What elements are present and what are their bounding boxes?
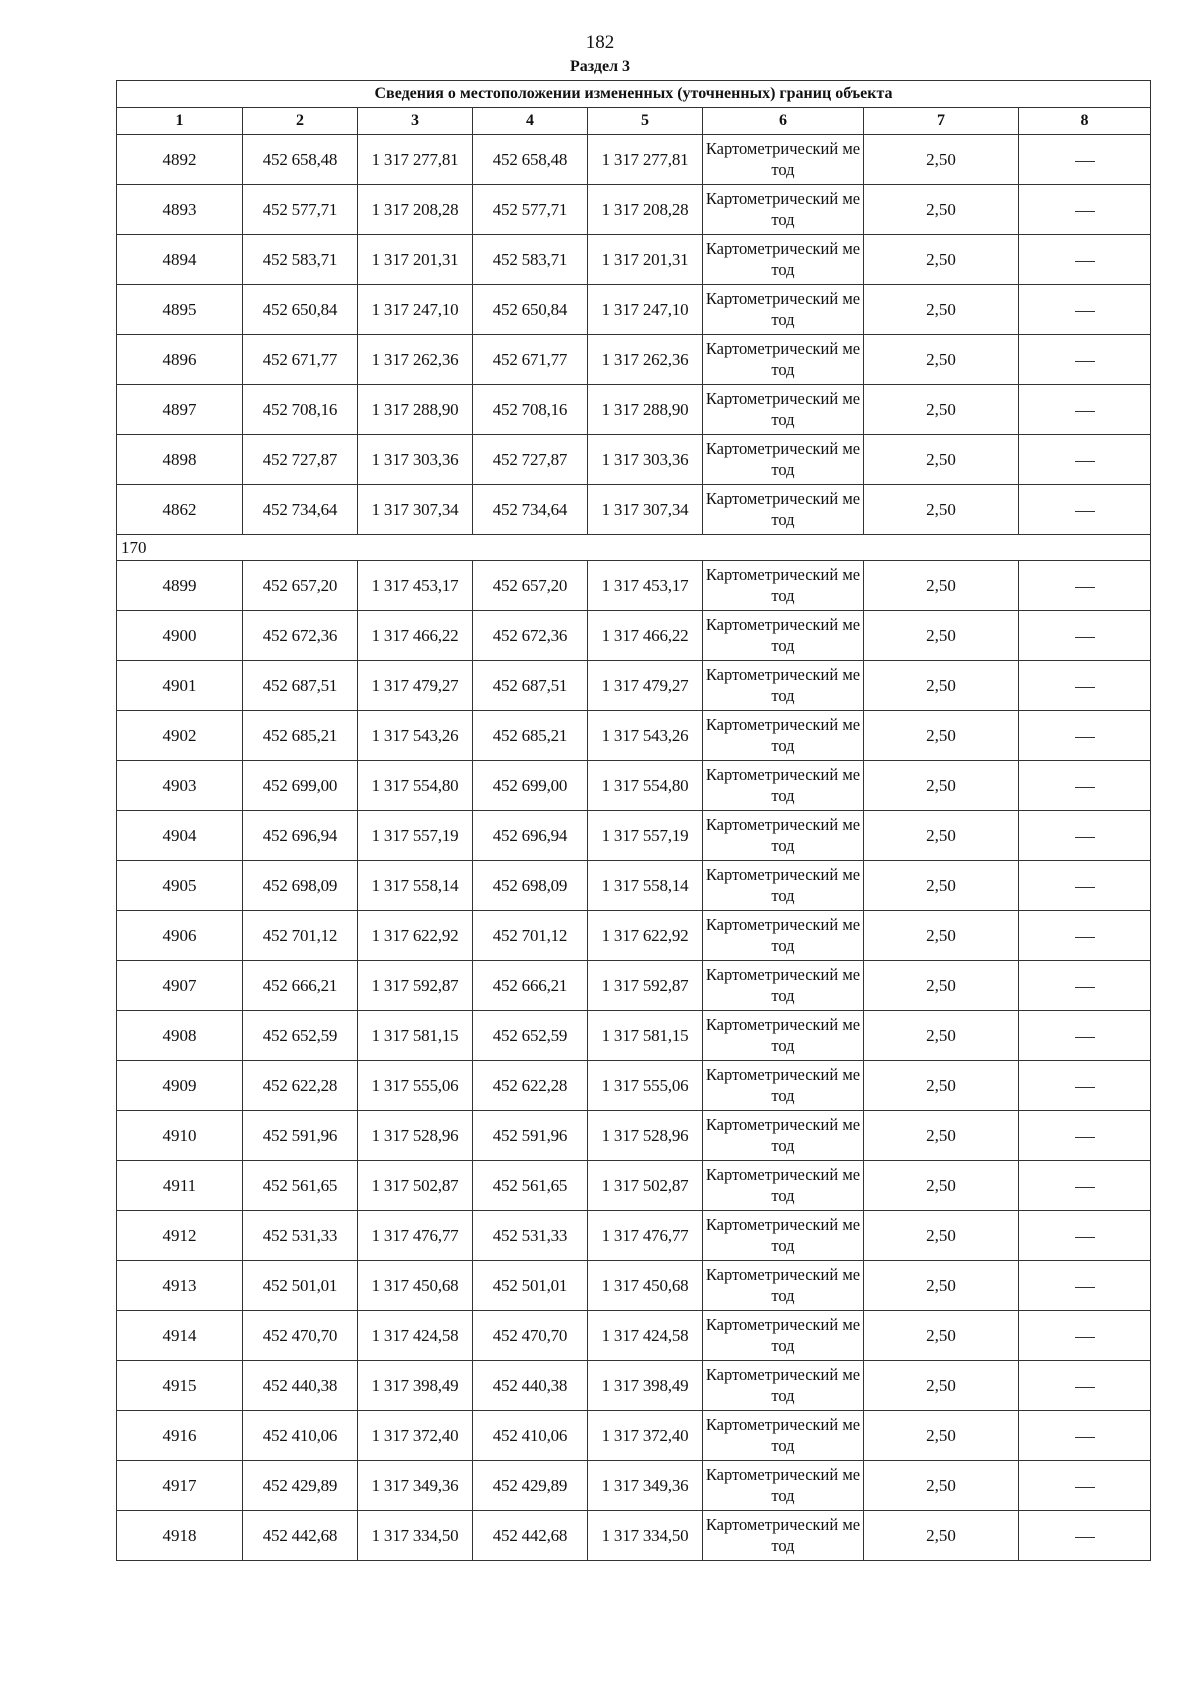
y-coordinate-cell: 1 317 555,06	[588, 1061, 703, 1111]
accuracy-cell: 2,50	[864, 1161, 1019, 1211]
note-cell	[1019, 661, 1151, 711]
y-coordinate-cell: 1 317 543,26	[358, 711, 473, 761]
table-row	[117, 285, 1151, 335]
x-coordinate-cell: 452 699,00	[243, 761, 358, 811]
point-number-cell: 4903	[117, 761, 243, 811]
dash-mark	[1075, 311, 1095, 312]
y-coordinate-cell: 1 317 372,40	[358, 1411, 473, 1461]
method-cell: Картометрический метод	[703, 135, 864, 185]
x-coordinate-cell: 452 583,71	[243, 235, 358, 285]
table-row	[117, 335, 1151, 385]
accuracy-cell: 2,50	[864, 711, 1019, 761]
dash-mark	[1075, 211, 1095, 212]
y-coordinate-cell: 1 317 334,50	[588, 1511, 703, 1561]
note-cell	[1019, 235, 1151, 285]
y-coordinate-cell: 1 317 277,81	[588, 135, 703, 185]
accuracy-cell: 2,50	[864, 185, 1019, 235]
method-cell: Картометрический метод	[703, 861, 864, 911]
x-coordinate-cell: 452 561,65	[243, 1161, 358, 1211]
table-row	[117, 1461, 1151, 1511]
dash-mark	[1075, 161, 1095, 162]
y-coordinate-cell: 1 317 247,10	[358, 285, 473, 335]
point-number-cell: 4909	[117, 1061, 243, 1111]
coordinates-table	[116, 80, 1151, 1561]
accuracy-cell: 2,50	[864, 1311, 1019, 1361]
x-coordinate-cell: 452 591,96	[473, 1111, 588, 1161]
group-label: 170	[117, 535, 1151, 561]
method-cell: Картометрический метод	[703, 1261, 864, 1311]
table-row	[117, 1411, 1151, 1461]
table-row	[117, 1511, 1151, 1561]
x-coordinate-cell: 452 442,68	[473, 1511, 588, 1561]
x-coordinate-cell: 452 698,09	[473, 861, 588, 911]
table-row	[117, 385, 1151, 435]
dash-mark	[1075, 987, 1095, 988]
y-coordinate-cell: 1 317 554,80	[588, 761, 703, 811]
table-row	[117, 961, 1151, 1011]
accuracy-cell: 2,50	[864, 285, 1019, 335]
note-cell	[1019, 185, 1151, 235]
x-coordinate-cell: 452 701,12	[473, 911, 588, 961]
point-number-cell: 4893	[117, 185, 243, 235]
y-coordinate-cell: 1 317 453,17	[358, 561, 473, 611]
x-coordinate-cell: 452 708,16	[473, 385, 588, 435]
note-cell	[1019, 1211, 1151, 1261]
x-coordinate-cell: 452 734,64	[473, 485, 588, 535]
table-row	[117, 711, 1151, 761]
column-number: 4	[473, 108, 588, 135]
x-coordinate-cell: 452 440,38	[243, 1361, 358, 1411]
method-cell: Картометрический метод	[703, 561, 864, 611]
y-coordinate-cell: 1 317 557,19	[588, 811, 703, 861]
y-coordinate-cell: 1 317 622,92	[588, 911, 703, 961]
y-coordinate-cell: 1 317 288,90	[358, 385, 473, 435]
y-coordinate-cell: 1 317 303,36	[588, 435, 703, 485]
x-coordinate-cell: 452 698,09	[243, 861, 358, 911]
point-number-cell: 4910	[117, 1111, 243, 1161]
x-coordinate-cell: 452 727,87	[473, 435, 588, 485]
dash-mark	[1075, 737, 1095, 738]
point-number-cell: 4912	[117, 1211, 243, 1261]
x-coordinate-cell: 452 442,68	[243, 1511, 358, 1561]
note-cell	[1019, 385, 1151, 435]
table-body	[117, 135, 1151, 1561]
y-coordinate-cell: 1 317 450,68	[358, 1261, 473, 1311]
accuracy-cell: 2,50	[864, 1111, 1019, 1161]
dash-mark	[1075, 511, 1095, 512]
x-coordinate-cell: 452 701,12	[243, 911, 358, 961]
dash-mark	[1075, 461, 1095, 462]
dash-mark	[1075, 1187, 1095, 1188]
y-coordinate-cell: 1 317 398,49	[358, 1361, 473, 1411]
note-cell	[1019, 1261, 1151, 1311]
accuracy-cell: 2,50	[864, 335, 1019, 385]
point-number-cell: 4917	[117, 1461, 243, 1511]
dash-mark	[1075, 787, 1095, 788]
dash-mark	[1075, 587, 1095, 588]
point-number-cell: 4907	[117, 961, 243, 1011]
y-coordinate-cell: 1 317 581,15	[588, 1011, 703, 1061]
dash-mark	[1075, 1337, 1095, 1338]
accuracy-cell: 2,50	[864, 861, 1019, 911]
dash-mark	[1075, 1537, 1095, 1538]
x-coordinate-cell: 452 652,59	[473, 1011, 588, 1061]
table-row	[117, 1311, 1151, 1361]
accuracy-cell: 2,50	[864, 1211, 1019, 1261]
method-cell: Картометрический метод	[703, 761, 864, 811]
point-number-cell: 4862	[117, 485, 243, 535]
x-coordinate-cell: 452 687,51	[473, 661, 588, 711]
method-cell: Картометрический метод	[703, 961, 864, 1011]
table-row	[117, 485, 1151, 535]
accuracy-cell: 2,50	[864, 661, 1019, 711]
y-coordinate-cell: 1 317 277,81	[358, 135, 473, 185]
dash-mark	[1075, 1237, 1095, 1238]
point-number-cell: 4904	[117, 811, 243, 861]
method-cell: Картометрический метод	[703, 811, 864, 861]
point-number-cell: 4900	[117, 611, 243, 661]
point-number-cell: 4896	[117, 335, 243, 385]
point-number-cell: 4898	[117, 435, 243, 485]
table-row	[117, 235, 1151, 285]
y-coordinate-cell: 1 317 476,77	[358, 1211, 473, 1261]
x-coordinate-cell: 452 658,48	[243, 135, 358, 185]
dash-mark	[1075, 887, 1095, 888]
column-number: 1	[117, 108, 243, 135]
x-coordinate-cell: 452 671,77	[243, 335, 358, 385]
accuracy-cell: 2,50	[864, 961, 1019, 1011]
table-row	[117, 811, 1151, 861]
x-coordinate-cell: 452 622,28	[473, 1061, 588, 1111]
column-number: 6	[703, 108, 864, 135]
x-coordinate-cell: 452 685,21	[473, 711, 588, 761]
x-coordinate-cell: 452 591,96	[243, 1111, 358, 1161]
method-cell: Картометрический метод	[703, 1511, 864, 1561]
x-coordinate-cell: 452 650,84	[473, 285, 588, 335]
point-number-cell: 4894	[117, 235, 243, 285]
dash-mark	[1075, 637, 1095, 638]
y-coordinate-cell: 1 317 479,27	[358, 661, 473, 711]
x-coordinate-cell: 452 531,33	[243, 1211, 358, 1261]
note-cell	[1019, 1411, 1151, 1461]
x-coordinate-cell: 452 699,00	[473, 761, 588, 811]
x-coordinate-cell: 452 577,71	[473, 185, 588, 235]
y-coordinate-cell: 1 317 502,87	[588, 1161, 703, 1211]
accuracy-cell: 2,50	[864, 811, 1019, 861]
y-coordinate-cell: 1 317 528,96	[358, 1111, 473, 1161]
note-cell	[1019, 485, 1151, 535]
method-cell: Картометрический метод	[703, 1411, 864, 1461]
point-number-cell: 4908	[117, 1011, 243, 1061]
point-number-cell: 4892	[117, 135, 243, 185]
table-row	[117, 1111, 1151, 1161]
accuracy-cell: 2,50	[864, 1261, 1019, 1311]
x-coordinate-cell: 452 696,94	[243, 811, 358, 861]
point-number-cell: 4899	[117, 561, 243, 611]
note-cell	[1019, 1361, 1151, 1411]
x-coordinate-cell: 452 650,84	[243, 285, 358, 335]
dash-mark	[1075, 361, 1095, 362]
point-number-cell: 4902	[117, 711, 243, 761]
x-coordinate-cell: 452 470,70	[243, 1311, 358, 1361]
note-cell	[1019, 1311, 1151, 1361]
y-coordinate-cell: 1 317 479,27	[588, 661, 703, 711]
method-cell: Картометрический метод	[703, 1211, 864, 1261]
table-row	[117, 1361, 1151, 1411]
y-coordinate-cell: 1 317 349,36	[358, 1461, 473, 1511]
table-row	[117, 761, 1151, 811]
x-coordinate-cell: 452 440,38	[473, 1361, 588, 1411]
y-coordinate-cell: 1 317 555,06	[358, 1061, 473, 1111]
method-cell: Картометрический метод	[703, 285, 864, 335]
note-cell	[1019, 861, 1151, 911]
accuracy-cell: 2,50	[864, 561, 1019, 611]
x-coordinate-cell: 452 622,28	[243, 1061, 358, 1111]
x-coordinate-cell: 452 658,48	[473, 135, 588, 185]
method-cell: Картометрический метод	[703, 485, 864, 535]
y-coordinate-cell: 1 317 372,40	[588, 1411, 703, 1461]
table-row	[117, 1261, 1151, 1311]
y-coordinate-cell: 1 317 262,36	[358, 335, 473, 385]
point-number-cell: 4897	[117, 385, 243, 435]
y-coordinate-cell: 1 317 476,77	[588, 1211, 703, 1261]
accuracy-cell: 2,50	[864, 1061, 1019, 1111]
table-row	[117, 1211, 1151, 1261]
y-coordinate-cell: 1 317 592,87	[588, 961, 703, 1011]
point-number-cell: 4895	[117, 285, 243, 335]
x-coordinate-cell: 452 727,87	[243, 435, 358, 485]
y-coordinate-cell: 1 317 528,96	[588, 1111, 703, 1161]
column-number: 5	[588, 108, 703, 135]
table-row	[117, 1011, 1151, 1061]
x-coordinate-cell: 452 657,20	[473, 561, 588, 611]
method-cell: Картометрический метод	[703, 1061, 864, 1111]
y-coordinate-cell: 1 317 247,10	[588, 285, 703, 335]
x-coordinate-cell: 452 561,65	[473, 1161, 588, 1211]
y-coordinate-cell: 1 317 262,36	[588, 335, 703, 385]
method-cell: Картометрический метод	[703, 185, 864, 235]
accuracy-cell: 2,50	[864, 1011, 1019, 1061]
y-coordinate-cell: 1 317 307,34	[588, 485, 703, 535]
y-coordinate-cell: 1 317 208,28	[588, 185, 703, 235]
y-coordinate-cell: 1 317 558,14	[588, 861, 703, 911]
group-label-row	[117, 535, 1151, 561]
y-coordinate-cell: 1 317 424,58	[358, 1311, 473, 1361]
method-cell: Картометрический метод	[703, 335, 864, 385]
point-number-cell: 4905	[117, 861, 243, 911]
column-number: 3	[358, 108, 473, 135]
note-cell	[1019, 285, 1151, 335]
section-title: Раздел 3	[569, 58, 631, 75]
x-coordinate-cell: 452 685,21	[243, 711, 358, 761]
y-coordinate-cell: 1 317 201,31	[358, 235, 473, 285]
note-cell	[1019, 1061, 1151, 1111]
table-row	[117, 1061, 1151, 1111]
dash-mark	[1075, 1037, 1095, 1038]
x-coordinate-cell: 452 696,94	[473, 811, 588, 861]
accuracy-cell: 2,50	[864, 135, 1019, 185]
dash-mark	[1075, 1437, 1095, 1438]
dash-mark	[1075, 837, 1095, 838]
x-coordinate-cell: 452 583,71	[473, 235, 588, 285]
method-cell: Картометрический метод	[703, 235, 864, 285]
accuracy-cell: 2,50	[864, 1461, 1019, 1511]
x-coordinate-cell: 452 734,64	[243, 485, 358, 535]
note-cell	[1019, 561, 1151, 611]
dash-mark	[1075, 937, 1095, 938]
table-row	[117, 861, 1151, 911]
x-coordinate-cell: 452 429,89	[473, 1461, 588, 1511]
y-coordinate-cell: 1 317 334,50	[358, 1511, 473, 1561]
point-number-cell: 4913	[117, 1261, 243, 1311]
method-cell: Картометрический метод	[703, 1311, 864, 1361]
x-coordinate-cell: 452 470,70	[473, 1311, 588, 1361]
x-coordinate-cell: 452 410,06	[473, 1411, 588, 1461]
y-coordinate-cell: 1 317 349,36	[588, 1461, 703, 1511]
accuracy-cell: 2,50	[864, 385, 1019, 435]
x-coordinate-cell: 452 708,16	[243, 385, 358, 435]
point-number-cell: 4914	[117, 1311, 243, 1361]
method-cell: Картометрический метод	[703, 1011, 864, 1061]
method-cell: Картометрический метод	[703, 661, 864, 711]
method-cell: Картометрический метод	[703, 1111, 864, 1161]
accuracy-cell: 2,50	[864, 611, 1019, 661]
point-number-cell: 4906	[117, 911, 243, 961]
note-cell	[1019, 335, 1151, 385]
column-number: 7	[864, 108, 1019, 135]
x-coordinate-cell: 452 531,33	[473, 1211, 588, 1261]
y-coordinate-cell: 1 317 307,34	[358, 485, 473, 535]
table-caption: Сведения о местоположении измененных (уточненных) границ объекта	[117, 81, 1151, 108]
method-cell: Картометрический метод	[703, 1361, 864, 1411]
x-coordinate-cell: 452 671,77	[473, 335, 588, 385]
y-coordinate-cell: 1 317 424,58	[588, 1311, 703, 1361]
y-coordinate-cell: 1 317 303,36	[358, 435, 473, 485]
note-cell	[1019, 761, 1151, 811]
x-coordinate-cell: 452 672,36	[243, 611, 358, 661]
note-cell	[1019, 911, 1151, 961]
x-coordinate-cell: 452 657,20	[243, 561, 358, 611]
method-cell: Картометрический метод	[703, 1461, 864, 1511]
method-cell: Картометрический метод	[703, 1161, 864, 1211]
page-number: 182	[585, 32, 615, 53]
y-coordinate-cell: 1 317 558,14	[358, 861, 473, 911]
y-coordinate-cell: 1 317 502,87	[358, 1161, 473, 1211]
point-number-cell: 4901	[117, 661, 243, 711]
y-coordinate-cell: 1 317 554,80	[358, 761, 473, 811]
column-number: 2	[243, 108, 358, 135]
y-coordinate-cell: 1 317 557,19	[358, 811, 473, 861]
accuracy-cell: 2,50	[864, 761, 1019, 811]
method-cell: Картометрический метод	[703, 911, 864, 961]
note-cell	[1019, 811, 1151, 861]
point-number-cell: 4916	[117, 1411, 243, 1461]
note-cell	[1019, 435, 1151, 485]
column-number: 8	[1019, 108, 1151, 135]
dash-mark	[1075, 1487, 1095, 1488]
point-number-cell: 4911	[117, 1161, 243, 1211]
table-row	[117, 435, 1151, 485]
method-cell: Картометрический метод	[703, 435, 864, 485]
x-coordinate-cell: 452 410,06	[243, 1411, 358, 1461]
dash-mark	[1075, 687, 1095, 688]
x-coordinate-cell: 452 501,01	[473, 1261, 588, 1311]
x-coordinate-cell: 452 652,59	[243, 1011, 358, 1061]
note-cell	[1019, 1011, 1151, 1061]
x-coordinate-cell: 452 666,21	[473, 961, 588, 1011]
note-cell	[1019, 1511, 1151, 1561]
x-coordinate-cell: 452 501,01	[243, 1261, 358, 1311]
note-cell	[1019, 1461, 1151, 1511]
table-row	[117, 561, 1151, 611]
accuracy-cell: 2,50	[864, 485, 1019, 535]
dash-mark	[1075, 411, 1095, 412]
accuracy-cell: 2,50	[864, 1361, 1019, 1411]
y-coordinate-cell: 1 317 208,28	[358, 185, 473, 235]
table-row	[117, 185, 1151, 235]
method-cell: Картометрический метод	[703, 711, 864, 761]
table-row	[117, 611, 1151, 661]
note-cell	[1019, 135, 1151, 185]
x-coordinate-cell: 452 577,71	[243, 185, 358, 235]
dash-mark	[1075, 1387, 1095, 1388]
accuracy-cell: 2,50	[864, 235, 1019, 285]
method-cell: Картометрический метод	[703, 385, 864, 435]
point-number-cell: 4915	[117, 1361, 243, 1411]
y-coordinate-cell: 1 317 543,26	[588, 711, 703, 761]
y-coordinate-cell: 1 317 466,22	[588, 611, 703, 661]
dash-mark	[1075, 1287, 1095, 1288]
dash-mark	[1075, 261, 1095, 262]
note-cell	[1019, 611, 1151, 661]
accuracy-cell: 2,50	[864, 1411, 1019, 1461]
x-coordinate-cell: 452 672,36	[473, 611, 588, 661]
y-coordinate-cell: 1 317 450,68	[588, 1261, 703, 1311]
y-coordinate-cell: 1 317 398,49	[588, 1361, 703, 1411]
y-coordinate-cell: 1 317 453,17	[588, 561, 703, 611]
table-row	[117, 135, 1151, 185]
dash-mark	[1075, 1137, 1095, 1138]
note-cell	[1019, 961, 1151, 1011]
accuracy-cell: 2,50	[864, 435, 1019, 485]
accuracy-cell: 2,50	[864, 1511, 1019, 1561]
table-row	[117, 911, 1151, 961]
method-cell: Картометрический метод	[703, 611, 864, 661]
y-coordinate-cell: 1 317 466,22	[358, 611, 473, 661]
note-cell	[1019, 1161, 1151, 1211]
point-number-cell: 4918	[117, 1511, 243, 1561]
y-coordinate-cell: 1 317 581,15	[358, 1011, 473, 1061]
x-coordinate-cell: 452 429,89	[243, 1461, 358, 1511]
x-coordinate-cell: 452 687,51	[243, 661, 358, 711]
table-row	[117, 1161, 1151, 1211]
dash-mark	[1075, 1087, 1095, 1088]
y-coordinate-cell: 1 317 288,90	[588, 385, 703, 435]
y-coordinate-cell: 1 317 622,92	[358, 911, 473, 961]
note-cell	[1019, 711, 1151, 761]
y-coordinate-cell: 1 317 201,31	[588, 235, 703, 285]
note-cell	[1019, 1111, 1151, 1161]
x-coordinate-cell: 452 666,21	[243, 961, 358, 1011]
y-coordinate-cell: 1 317 592,87	[358, 961, 473, 1011]
table-row	[117, 661, 1151, 711]
accuracy-cell: 2,50	[864, 911, 1019, 961]
